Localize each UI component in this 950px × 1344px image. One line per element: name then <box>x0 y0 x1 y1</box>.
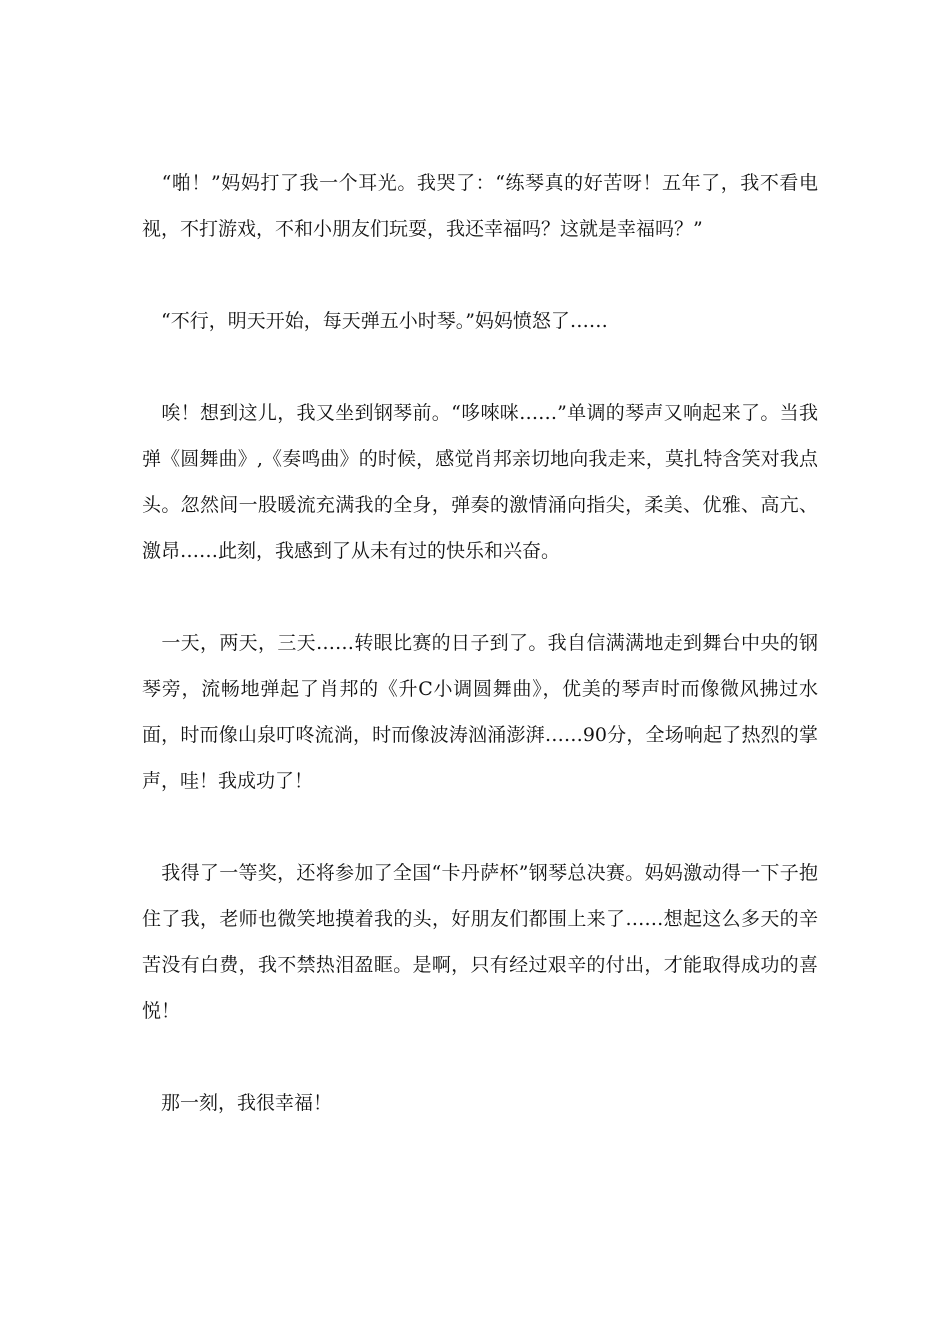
paragraph-1: “啪！”妈妈打了我一个耳光。我哭了：“练琴真的好苦呀！五年了，我不看电视，不打游戏，不和小朋友们玩耍，我还幸福吗？这就是幸福吗？” <box>142 172 818 240</box>
document-body <box>142 160 818 1172</box>
paragraph-4: 一天，两天，三天……转眼比赛的日子到了。我自信满满地走到舞台中央的钢琴旁，流畅地弹起了肖邦的《升C小调圆舞曲》，优美的琴声时而像微风拂过水面，时而像山泉叮咚流淌，时而像波涛汹涌澎湃……90分，全场响起了热烈的掌声，哇！我成功了！ <box>142 632 818 792</box>
paragraph-3: 唉！想到这儿，我又坐到钢琴前。“哆唻咪……”单调的琴声又响起来了。当我弹《圆舞曲》,《奏鸣曲》的时候，感觉肖邦亲切地向我走来，莫扎特含笑对我点头。忽然间一股暖流充满我的全身，弹奏的激情涌向指尖，柔美、优雅、高亢、激昂……此刻，我感到了从未有过的快乐和兴奋。 <box>142 402 818 562</box>
paragraph-5: 我得了一等奖，还将参加了全国“卡丹萨杯”钢琴总决赛。妈妈激动得一下子抱住了我，老师也微笑地摸着我的头，好朋友们都围上来了……想起这么多天的辛苦没有白费，我不禁热泪盈眶。是啊，只有经过艰辛的付出，才能取得成功的喜悦！ <box>142 862 818 1022</box>
paragraph-6: 那一刻，我很幸福！ <box>142 1092 333 1114</box>
paragraph-2: “不行，明天开始，每天弹五小时琴。”妈妈愤怒了…… <box>142 310 608 332</box>
